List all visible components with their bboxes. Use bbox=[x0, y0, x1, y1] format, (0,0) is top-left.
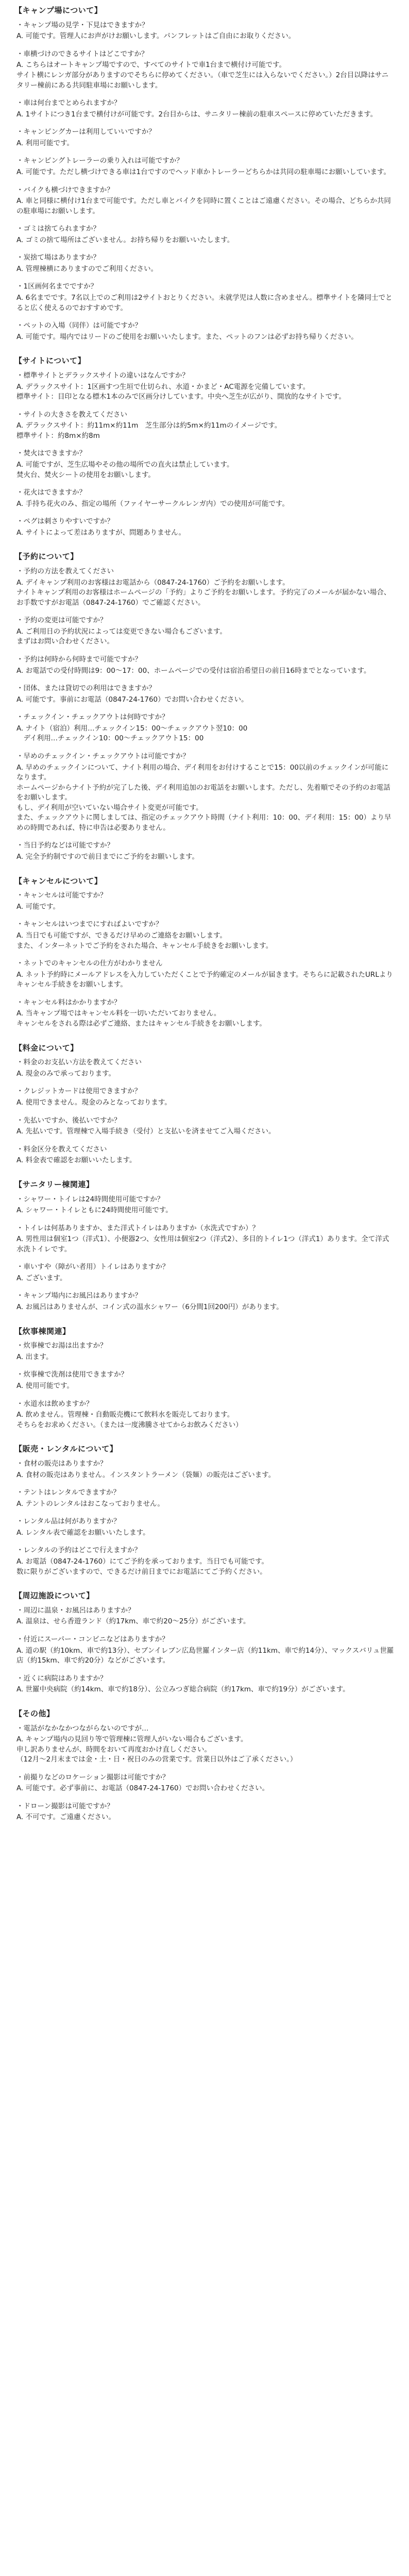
faq-answer: A. レンタル表で確認をお願いいたします。 bbox=[16, 1528, 150, 1537]
faq-question: ・早めのチェックイン・チェックアウトは可能ですか？ bbox=[16, 752, 190, 760]
faq-question: ・花火はできますか？ bbox=[16, 488, 86, 497]
faq-item bbox=[14, 517, 395, 538]
faq-question: ・ゴミは捨てられますか？ bbox=[16, 225, 100, 233]
faq-answer: A. 当日でも可能ですが、できるだけ早めのご連絡をお願いします。 また、インターネットでご予約をされた場合、キャンセル手続きをお願いします。 bbox=[16, 931, 273, 950]
faq-item bbox=[14, 1262, 395, 1283]
faq-answer: A. 可能です。場内ではリードのご使用をお願いいたします。また、ペットのフンは必ずお持ち帰りください。 bbox=[16, 332, 358, 341]
faq-question: ・先払いですか、後払いですか？ bbox=[16, 1116, 121, 1125]
faq-question: ・近くに病院はありますか？ bbox=[16, 1674, 107, 1683]
faq-answer: A. お電話での受付時間は9：00〜17：00、ホームページでの受付は宿泊希望日の前日16時までとなっています。 bbox=[16, 666, 371, 675]
faq-question: ・ネットでのキャンセルの仕方がわかりません bbox=[16, 959, 163, 968]
section-title: 【キャンプ場について】 bbox=[14, 6, 103, 15]
faq-question: ・予約の変更は可能ですか？ bbox=[16, 616, 107, 625]
faq-item bbox=[14, 21, 395, 42]
faq-answer: A. 完全予約制ですので前日までにご予約をお願いします。 bbox=[16, 853, 199, 861]
faq-section bbox=[14, 1444, 395, 1577]
faq-question: ・トイレは何基ありますか、また洋式トイレはありますか（水洗式ですか）？ bbox=[16, 1224, 260, 1232]
faq-answer: A. 可能です。 bbox=[16, 902, 60, 911]
faq-answer: A. ゴミの捨て場所はございません。お持ち帰りをお願いいたします。 bbox=[16, 235, 234, 244]
faq-answer: A. 出ます。 bbox=[16, 1352, 53, 1361]
faq-question: ・炊事棟で洗剤は使用できますか？ bbox=[16, 1370, 128, 1379]
faq-item bbox=[14, 321, 395, 342]
faq-question: ・レンタルの予約はどこで行えますか？ bbox=[16, 1546, 142, 1555]
faq-answer: A. 手持ち花火のみ、指定の場所（ファイヤーサークルレンガ内）での使用が可能です。 bbox=[16, 499, 289, 508]
faq-question: ・ペットの入場（同伴）は可能ですか？ bbox=[16, 321, 142, 330]
faq-item bbox=[14, 959, 395, 990]
faq-answer: A. サイトによって差はありますが、問題ありません。 bbox=[16, 528, 185, 537]
faq-item bbox=[14, 1399, 395, 1431]
faq-answer: A. ネット予約時にメールアドレスを入力していただくことで予約確定のメールが届きます。そちらに記載されたURLよりキャンセル手続きをお願いします。 bbox=[16, 970, 393, 989]
faq-answer: A. デラックスサイト：1区画すつ生垣で仕切られ、水道・かまど・AC電源を完備しています。 標準サイト：目印となる標木1本のみで区画分けしています。中央へ芝生が広がり、開放的なサイトです。 bbox=[16, 382, 346, 401]
faq-item bbox=[14, 224, 395, 245]
faq-question: ・予約は何時から何時まで可能ですか？ bbox=[16, 655, 142, 664]
faq-question: ・標準サイトとデラックスサイトの違いはなんですか？ bbox=[16, 371, 189, 380]
faq-question: ・クレジットカードは使用できますか？ bbox=[16, 1087, 142, 1096]
faq-item bbox=[14, 1195, 395, 1216]
faq-section bbox=[14, 551, 395, 862]
faq-answer: A. 料金表で確認をお願いいたします。 bbox=[16, 1156, 137, 1165]
faq-item bbox=[14, 1674, 395, 1695]
faq-answer: A. 現金のみで承っております。 bbox=[16, 1069, 115, 1078]
faq-answer: A. お風呂はありませんが、コイン式の温水シャワー（6分間1回200円）があります。 bbox=[16, 1303, 283, 1311]
faq-answer: A. 使用できません。現金のみとなっております。 bbox=[16, 1098, 172, 1107]
faq-question: ・炊事棟でお湯は出ますか？ bbox=[16, 1342, 107, 1350]
faq-question: ・団体、または貸切での利用はできますか？ bbox=[16, 684, 156, 693]
faq-answer: A. 食材の販売はありません。インスタントラーメン（袋麺）の販売はございます。 bbox=[16, 1470, 276, 1479]
faq-item bbox=[14, 1517, 395, 1538]
faq-item bbox=[14, 920, 395, 951]
faq-item bbox=[14, 998, 395, 1029]
faq-question: ・キャンピングカーは利用していいですか？ bbox=[16, 128, 156, 137]
section-title: 【サイトについて】 bbox=[14, 356, 86, 366]
faq-section bbox=[14, 1708, 395, 1823]
faq-question: ・水道水は飲めますか？ bbox=[16, 1399, 93, 1408]
faq-question: ・車横づけのできるサイトはどこですか？ bbox=[16, 49, 148, 58]
faq-question: ・キャンセルはいつまでにすればよいですか？ bbox=[16, 920, 163, 929]
faq-answer: A. 飲めません。管理棟・自動販売機にて飲料水を販売しております。 そちらをお求めください。（または一度沸騰させてからお飲みください） bbox=[16, 1411, 243, 1429]
faq-question: ・電話がなかなかつながらないのですが… bbox=[16, 1724, 149, 1733]
faq-question: ・周辺に温泉・お風呂はありますか？ bbox=[16, 1606, 135, 1615]
faq-item bbox=[14, 185, 395, 217]
faq-question: ・レンタル品は何がありますか？ bbox=[16, 1517, 121, 1526]
faq-question: ・当日予約などは可能ですか？ bbox=[16, 841, 114, 850]
faq-section bbox=[14, 1179, 395, 1313]
section-title: 【予約について】 bbox=[14, 552, 78, 562]
faq-item bbox=[14, 841, 395, 862]
faq-question: ・車は何台までとめられますか？ bbox=[16, 99, 121, 108]
faq-item bbox=[14, 49, 395, 91]
faq-question: ・テントはレンタルできますか？ bbox=[16, 1488, 120, 1497]
faq-answer: A. シャワー・トイレともに24時間使用可能です。 bbox=[16, 1206, 173, 1215]
faq-answer: A. 世羅中央病院（約14km、車で約18分）、公立みつぎ総合病院（約17km、車で約19分）がございます。 bbox=[16, 1685, 350, 1694]
faq-answer: A. ご利用日の予約状況によっては変更できない場合もございます。 まずはお問い合わせください。 bbox=[16, 627, 227, 646]
faq-answer: A. デイキャンプ利用のお客様はお電話から（0847-24-1760）ご予約をお願いします。 ナイトキャンプ利用のお客様はホームページの「予約」よりご予約をお願いします。予約完了のメールが届かない場合、お手数ですがお電話（0847-24-1760）でご確認ください。 bbox=[16, 578, 391, 607]
faq-question: ・キャンセル料はかかりますか？ bbox=[16, 998, 121, 1007]
section-title: 【キャンセルについて】 bbox=[14, 876, 103, 886]
faq-item bbox=[14, 1606, 395, 1627]
faq-item bbox=[14, 684, 395, 705]
faq-question: ・料金区分を教えてください bbox=[16, 1145, 107, 1154]
faq-answer: A. 利用可能です。 bbox=[16, 139, 74, 147]
faq-answer: A. 早めのチェックインについて、ナイト利用の場合、デイ利用をお付けすることで15：00以前のチェックインが可能になります。 ホームページからナイト予約が完了した後、デイ利用追加のお電話をお願いします。ただし、先着順でその予約のお電話をお願いします。 もし、デイ利用が空いていない場合サイト変更が可能です。 また、チェックアウトに関しましては、指定のチェックアウト時間（ナイト利用：10：00、デイ利用：15：00）より早めの時間であれば、特に申告は必要ありません。 bbox=[16, 763, 391, 832]
faq-item bbox=[14, 1488, 395, 1509]
faq-item bbox=[14, 1635, 395, 1666]
faq-answer: A. 6名までです。7名以上でのご利用は2サイトおとりください。未就学児は人数に含めません。標準サイトを隣同士でとると広く使えるのでおすすめです。 bbox=[16, 294, 393, 312]
faq-question: ・バイクも横づけできますか？ bbox=[16, 185, 114, 194]
faq-section bbox=[14, 5, 395, 342]
faq-answer: A. デラックスサイト：約11m×約11m 芝生部分は約5m×約11mのイメージです。 標準サイト：約8m×約8m bbox=[16, 421, 282, 440]
section-title: 【その他】 bbox=[14, 1708, 55, 1718]
faq-item bbox=[14, 1058, 395, 1079]
faq-answer: A. 道の駅（約10km、車で約13分）、セブンイレブン広島世羅インター店（約11km、車で約14分）、マックスバリュ世羅店（約15km、車で約20分）などがございます。 bbox=[16, 1646, 394, 1665]
section-title: 【炊事棟関連】 bbox=[14, 1326, 71, 1336]
faq-item bbox=[14, 282, 395, 313]
faq-item bbox=[14, 1773, 395, 1794]
faq-question: ・シャワー・トイレは24時間使用可能ですか？ bbox=[16, 1195, 164, 1204]
faq-answer: A. 当キャンプ場ではキャンセル料を一切いただいておりません。 キャンセルをされる際は必ずご連絡、またはキャンセル手続きをお願いします。 bbox=[16, 1009, 266, 1028]
faq-answer: A. 車と同様に横付け1台まで可能です。ただし車とバイクを同時に置くことはご遠慮ください。その場合、どちらか共同の駐車場にお願いします。 bbox=[16, 197, 391, 215]
faq-question: ・キャンセルは可能ですか？ bbox=[16, 891, 107, 900]
faq-item bbox=[14, 1341, 395, 1362]
faq-item bbox=[14, 752, 395, 834]
faq-item bbox=[14, 1291, 395, 1312]
faq-item bbox=[14, 127, 395, 148]
faq-question: ・サイトの大きさを教えてください bbox=[16, 410, 128, 419]
section-title: 【料金について】 bbox=[14, 1043, 78, 1053]
faq-question: ・ドローン撮影は可能ですか？ bbox=[16, 1802, 114, 1810]
faq-question: ・焚火はできますか？ bbox=[16, 449, 86, 458]
faq-item bbox=[14, 1724, 395, 1765]
faq-answer: A. 先払いです。管理棟で入場手続き（受付）と支払いを済ませてご入場ください。 bbox=[16, 1127, 276, 1136]
faq-item bbox=[14, 98, 395, 120]
faq-answer: A. お電話（0847-24-1760）にてご予約を承っております。当日でも可能です。 数に限りがございますので、できるだけ前日までにお電話にてご予約ください。 bbox=[16, 1557, 269, 1576]
section-title: 【周辺施設について】 bbox=[14, 1591, 94, 1601]
faq-answer: A. 温泉は、せら香遊ランド（約17km、車で約20〜25分）がございます。 bbox=[16, 1617, 250, 1626]
faq-item bbox=[14, 1370, 395, 1391]
faq-item bbox=[14, 1802, 395, 1823]
faq-answer: A. 男性用は個室1つ（洋式1）、小便器2つ、女性用は個室2つ（洋式2）、多目的トイレ1つ（洋式1）あります。全て洋式水洗トイレです。 bbox=[16, 1235, 389, 1253]
faq-item bbox=[14, 488, 395, 509]
faq-item bbox=[14, 567, 395, 608]
faq-item bbox=[14, 713, 395, 744]
faq-question: ・前撮りなどのロケーション撮影は可能ですか？ bbox=[16, 1773, 169, 1782]
section-title: 【サニタリー棟関連】 bbox=[14, 1179, 94, 1189]
faq-question: ・キャンプ場の見学・下見はできますか？ bbox=[16, 21, 149, 29]
faq-answer: A. 不可です。ご遠慮ください。 bbox=[16, 1813, 115, 1822]
faq-section bbox=[14, 355, 395, 538]
faq-question: ・料金のお支払い方法を教えてください bbox=[16, 1058, 142, 1067]
faq-question: ・付近にスーパー・コンビニなどはありますか？ bbox=[16, 1635, 169, 1643]
faq-answer: A. 1サイトにつき1台まで横付けが可能です。2台目からは、サニタリー棟前の駐車スペースに停めていただきます。 bbox=[16, 110, 378, 118]
faq-question: ・予約の方法を教えてください bbox=[16, 567, 114, 576]
faq-question: ・ペグは刺さりやすいですか？ bbox=[16, 517, 114, 526]
faq-question: ・食材の販売はありますか？ bbox=[16, 1460, 107, 1468]
faq-item bbox=[14, 1459, 395, 1480]
faq-section bbox=[14, 1043, 395, 1166]
faq-section bbox=[14, 1590, 395, 1695]
faq-question: ・1区画何名までですか？ bbox=[16, 282, 98, 291]
faq-item bbox=[14, 410, 395, 442]
faq-question: ・車いすや（障がい者用）トイレはありますか？ bbox=[16, 1263, 169, 1272]
faq-answer: A. 可能です。事前にお電話（0847-24-1760）でお問い合わせください。 bbox=[16, 695, 248, 704]
faq-item bbox=[14, 253, 395, 274]
faq-answer: A. 可能です。ただし横づけできる車は1台ですのでヘッド車かトレーラーどちらかは共同の駐車場にお願いしています。 bbox=[16, 167, 391, 176]
faq-section bbox=[14, 1326, 395, 1431]
faq-item bbox=[14, 1087, 395, 1108]
faq-question: ・キャンプ場内にお風呂はありますか？ bbox=[16, 1292, 142, 1300]
faq-answer: A. 可能です。管理人にお声がけお願いします。パンフレットはご自由にお取りください。 bbox=[16, 32, 296, 41]
faq-item bbox=[14, 156, 395, 177]
faq-item bbox=[14, 449, 395, 480]
faq-item bbox=[14, 655, 395, 676]
faq-question: ・炭捨て場はありますか？ bbox=[16, 253, 100, 262]
section-title: 【販売・レンタルについて】 bbox=[14, 1444, 118, 1454]
faq-answer: A. テントのレンタルはおこなっておりません。 bbox=[16, 1499, 164, 1508]
faq-item bbox=[14, 616, 395, 647]
faq-item bbox=[14, 1145, 395, 1166]
faq-item bbox=[14, 1224, 395, 1255]
faq-answer: A. 使用可能です。 bbox=[16, 1382, 74, 1390]
faq-answer: A. 管理棟横にありますのでご利用ください。 bbox=[16, 264, 158, 273]
faq-answer: A. キャンプ場内の見回り等で管理棟に管理人がいない場合もございます。 申し訳ありませんが、時間をおいて再度おかけ直しください。 （12月〜2月末までは金・土・日・祝日のみの営業です。営業日以外はご了承ください。） bbox=[16, 1735, 297, 1764]
faq-item bbox=[14, 1116, 395, 1137]
faq-answer: A. ナイト（宿泊）利用…チェックイン15：00〜チェックアウト翌10：00 デイ利用…チェックイン10：00〜チェックアウト15：00 bbox=[16, 724, 248, 743]
faq-question: ・チェックイン・チェックアウトは何時ですか？ bbox=[16, 713, 169, 722]
faq-item bbox=[14, 371, 395, 402]
faq-answer: A. 可能ですが、芝生広場やその他の場所での直火は禁止しています。 焚火台、焚火シートの使用をお願いします。 bbox=[16, 460, 234, 479]
faq-section bbox=[14, 876, 395, 1029]
faq-item bbox=[14, 891, 395, 912]
faq-question: ・キャンピングトレーラーの乗り入れは可能ですか？ bbox=[16, 157, 183, 165]
faq-answer: A. 可能です。必ず事前に、お電話（0847-24-1760）でお問い合わせください。 bbox=[16, 1784, 269, 1793]
faq-answer: A. こちらはオートキャンプ場ですので、すべてのサイトで車1台まで横付け可能です。 サイト横にレンガ部分がありますのでそちらに停めてください。（車で芝生には入らないでください。）2台目以降はサニタリー棟前にある共同駐車場にお願いします。 bbox=[16, 61, 389, 90]
faq-item bbox=[14, 1546, 395, 1577]
faq-answer: A. ございます。 bbox=[16, 1274, 67, 1282]
